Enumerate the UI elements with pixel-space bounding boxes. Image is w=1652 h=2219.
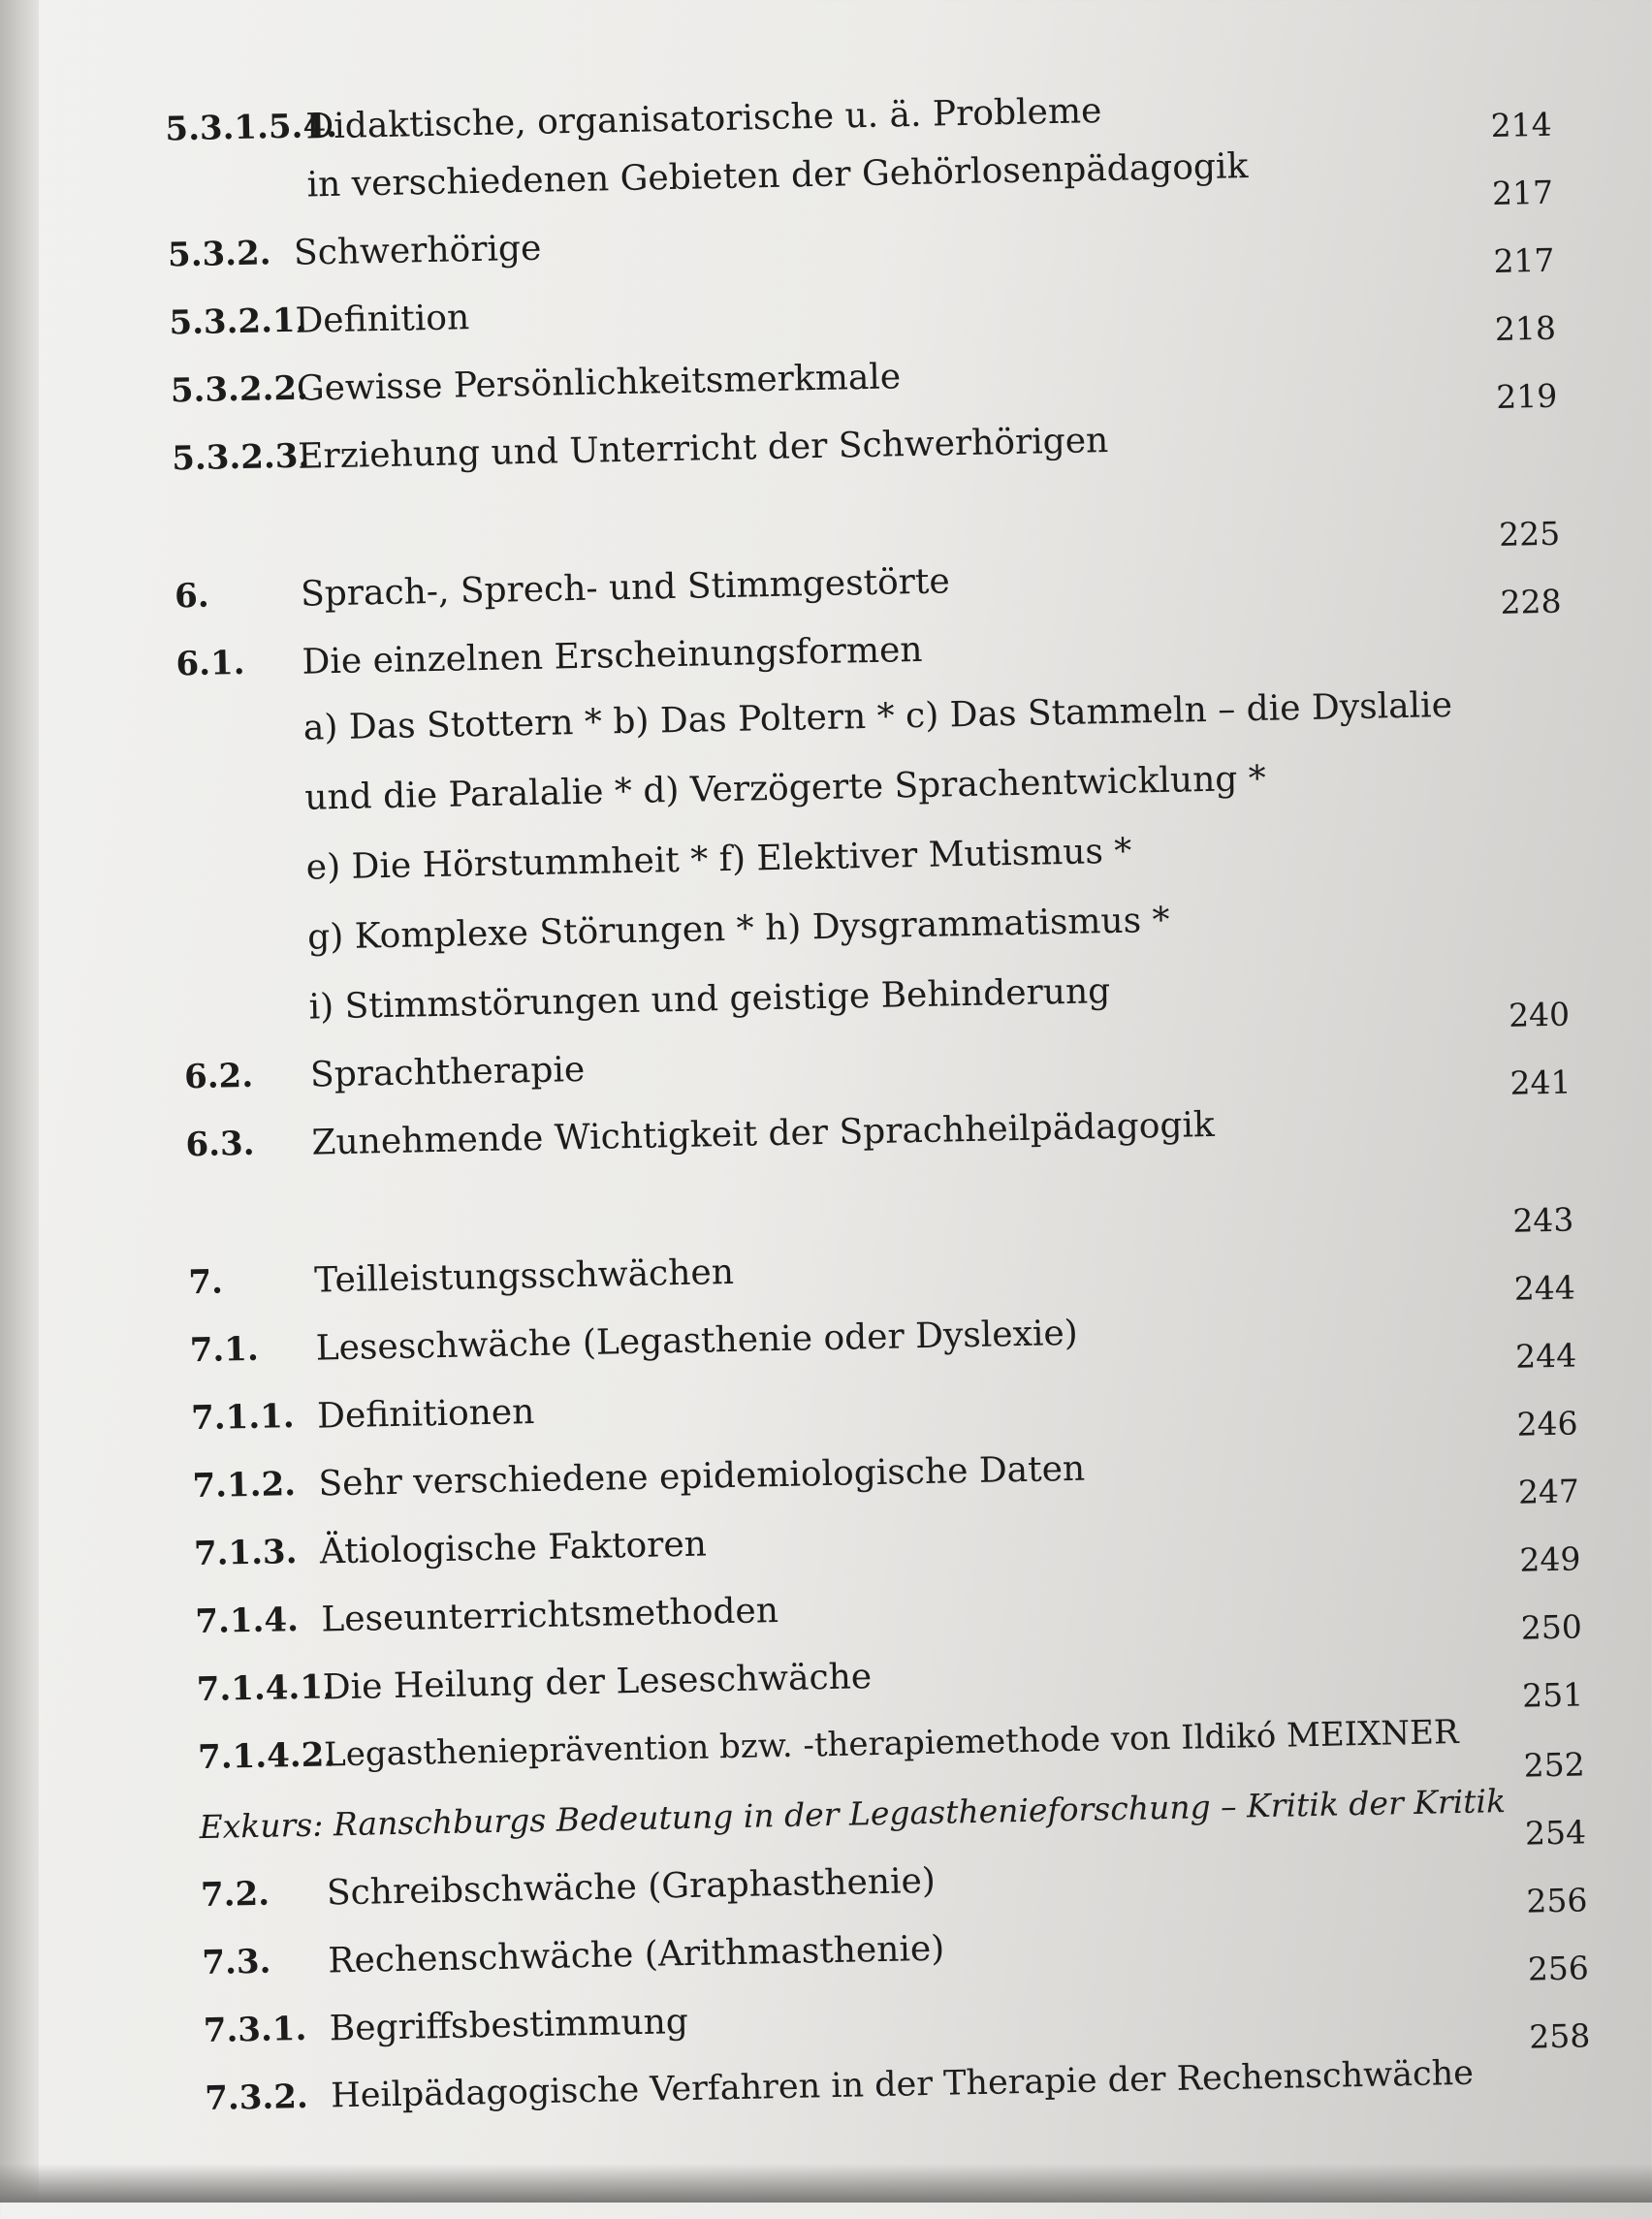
entry-title: Exkurs: Ranschburgs Bedeutung in der Legasthenieforschung – Kritik der Kritik (199, 1782, 1507, 1847)
entry-page: 256 (1526, 1881, 1588, 1920)
entry-number: 7.1. (189, 1329, 260, 1371)
entry-number: 5.3.2. (167, 234, 271, 275)
entry-title: Gewisse Persönlichkeitsmerkmale (296, 357, 902, 409)
entry-title: in verschiedenen Gebieten der Gehörlosenpädagogik (306, 146, 1249, 206)
entry-page: 243 (1511, 1200, 1574, 1240)
entry-page: 254 (1524, 1813, 1587, 1853)
subtopic-text: i) Stimmstörungen und geistige Behinderung (308, 971, 1111, 1028)
entry-page: 219 (1495, 376, 1558, 416)
entry-number: 7.1.4.2. (197, 1735, 336, 1778)
entry-number: 5.3.2.1. (169, 301, 307, 343)
entry-page: 251 (1521, 1675, 1584, 1715)
entry-page: 244 (1513, 1268, 1576, 1308)
entry-page: 256 (1527, 1949, 1590, 1988)
entry-title: Sehr verschiedene epidemiologische Daten (318, 1448, 1086, 1505)
entry-page: 249 (1518, 1539, 1581, 1579)
entry-title: Begriffsbestimmung (329, 2002, 689, 2049)
entry-page: 218 (1494, 308, 1557, 348)
subtopic-text: g) Komplexe Störungen * h) Dysgrammatismus * (306, 900, 1170, 958)
entry-page: 258 (1528, 2016, 1591, 2056)
entry-number: 7.1.4. (194, 1601, 300, 1642)
entry-page: 225 (1498, 514, 1561, 554)
entry-number: 7.1.2. (192, 1465, 297, 1506)
entry-page: 246 (1516, 1404, 1578, 1443)
entry-title: Legasthenieprävention bzw. -therapiemethode von Ildikó MEIXNER (323, 1713, 1459, 1775)
entry-number: 7.3.2. (204, 2076, 309, 2119)
entry-number: 7.1.3. (193, 1533, 298, 1574)
entry-title: Definitionen (316, 1392, 535, 1437)
entry-page: 217 (1491, 173, 1554, 212)
entry-title: Ätiologische Faktoren (319, 1524, 708, 1572)
entry-title: Teilleistungsschwächen (313, 1252, 735, 1301)
entry-title: Definition (295, 298, 470, 341)
entry-title: Erziehung und Unterricht der Schwerhörigen (297, 420, 1109, 477)
entry-title: Schreibschwäche (Graphasthenie) (326, 1860, 937, 1914)
entry-page: 241 (1509, 1062, 1572, 1102)
entry-number: 7.1.4.1. (196, 1667, 335, 1710)
entry-page: 244 (1514, 1336, 1577, 1376)
entry-title: Rechenschwäche (Arithmasthenie) (328, 1928, 945, 1981)
entry-number: 7.1.1. (190, 1397, 296, 1439)
entry-title: Sprachtherapie (309, 1049, 586, 1095)
entry-title: Leseschwäche (Legasthenie oder Dyslexie) (315, 1313, 1079, 1369)
entry-title: Sprach-, Sprech- und Stimmgestörte (300, 561, 951, 615)
entry-number: 7.3. (202, 1942, 271, 1983)
entry-page: 252 (1523, 1745, 1585, 1785)
entry-number: 7.3.1. (203, 2009, 307, 2051)
entry-page: 240 (1508, 995, 1571, 1034)
entry-title: Didaktische, organisatorische u. ä. Probleme (305, 91, 1102, 147)
entry-number: 5.3.2.2. (170, 368, 309, 411)
entry-page: 247 (1517, 1472, 1580, 1511)
entry-number: 7.2. (200, 1874, 270, 1916)
entry-page: 228 (1500, 582, 1562, 621)
subtopic-text: und die Paralalie * d) Verzögerte Sprachentwicklung * (303, 758, 1267, 818)
entry-number: 6.3. (185, 1124, 255, 1165)
entry-page: 214 (1490, 105, 1553, 144)
entry-title: Leseunterrichtsmethoden (320, 1591, 779, 1640)
subtopic-text: a) Das Stottern * b) Das Poltern * c) Das Stammeln – die Dyslalie (302, 684, 1453, 748)
subtopic-text: e) Die Hörstummheit * f) Elektiver Mutismus * (305, 831, 1132, 888)
entry-number: 5.3.2.3. (171, 436, 310, 479)
entry-title: Die einzelnen Erscheinungsformen (302, 629, 923, 682)
entry-page: 217 (1493, 240, 1555, 280)
entry-title: Heilpädagogische Verfahren in der Therapie der Rechenschwäche (330, 2053, 1475, 2116)
entry-number: 6. (174, 576, 210, 617)
entry-number: 5.3.1.5.4. (165, 106, 338, 149)
entry-number: 7. (187, 1262, 224, 1303)
entry-number: 6.1. (175, 643, 245, 684)
entry-title: Zunehmende Wichtigkeit der Sprachheilpädagogik (311, 1104, 1216, 1163)
page-bottom-shadow (0, 2164, 1652, 2203)
entry-page: 250 (1520, 1607, 1583, 1647)
entry-number: 6.2. (183, 1056, 254, 1097)
entry-title: Die Heilung der Leseschwäche (322, 1657, 873, 1708)
entry-title: Schwerhörige (293, 228, 542, 273)
